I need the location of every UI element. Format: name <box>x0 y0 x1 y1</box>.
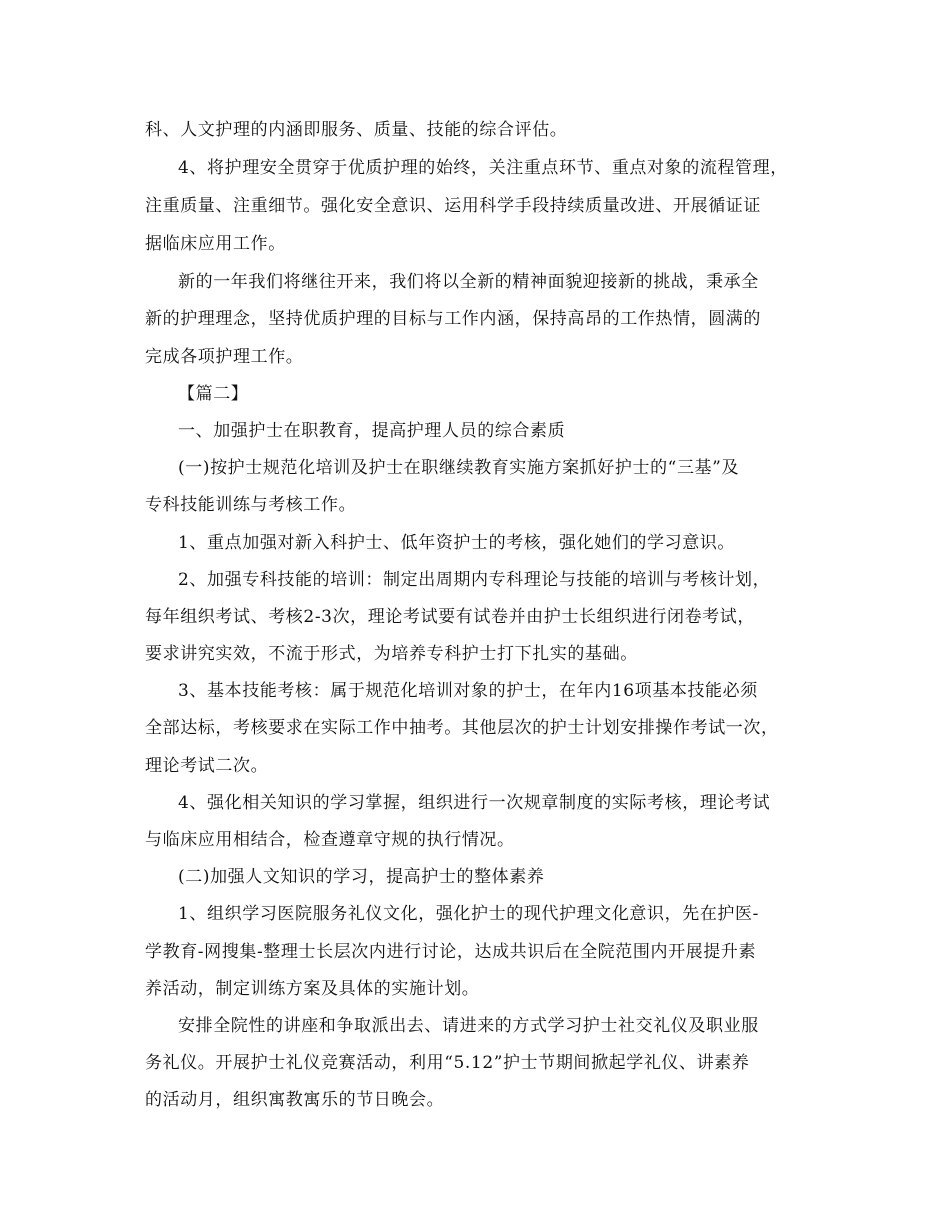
text-line: 科、人文护理的内涵即服务、质量、技能的综合评估。 <box>145 120 568 140</box>
text-line: 4、强化相关知识的学习掌握，组织进行一次规章制度的实际考核，理论考试 <box>178 793 771 813</box>
text-line: 2、加强专科技能的培训：制定出周期内专科理论与技能的培训与考核计划， <box>178 570 771 590</box>
text-line: (二)加强人文知识的学习，提高护士的整体素养 <box>178 867 545 887</box>
section-heading: 【篇二】 <box>178 384 249 404</box>
text-line: 新的一年我们将继往开来，我们将以全新的精神面貌迎接新的挑战，秉承全 <box>178 272 759 292</box>
text-line: 全部达标，考核要求在实际工作中抽考。其他层次的护士计划安排操作考试一次， <box>145 718 779 738</box>
text-line: 1、重点加强对新入科护士、低年资护士的考核，强化她们的学习意识。 <box>178 533 736 553</box>
text-line: 安排全院性的讲座和争取派出去、请进来的方式学习护士社交礼仪及职业服 <box>178 1016 759 1036</box>
text-line: 学教育-网搜集-整理士长层次内进行讨论，达成共识后在全院范围内开展提升素 <box>145 942 757 962</box>
text-line: 1、组织学习医院服务礼仪文化，强化护士的现代护理文化意识，先在护医- <box>178 904 759 924</box>
text-line: 与临床应用相结合，检查遵章守规的执行情况。 <box>145 830 515 850</box>
text-line: 的活动月，组织寓教寓乐的节日晚会。 <box>145 1090 445 1110</box>
text-line: 完成各项护理工作。 <box>145 347 304 367</box>
text-line: 务礼仪。开展护士礼仪竞赛活动，利用“5.12”护士节期间掀起学礼仪、讲素养 <box>145 1053 750 1073</box>
text-line: (一)按护士规范化培训及护士在职继续教育实施方案抓好护士的“三基”及 <box>178 458 740 478</box>
text-line: 新的护理理念，坚持优质护理的目标与工作内涵，保持高昂的工作热情，圆满的 <box>145 309 761 329</box>
text-line: 3、基本技能考核：属于规范化培训对象的护士，在年内16项基本技能必须 <box>178 681 758 701</box>
text-line: 4、将护理安全贯穿于优质护理的始终，关注重点环节、重点对象的流程管理， <box>178 158 788 178</box>
text-line: 一、加强护士在职教育，提高护理人员的综合素质 <box>178 421 566 441</box>
text-line: 要求讲究实效，不流于形式，为培养专科护士打下扎实的基础。 <box>145 644 638 664</box>
text-line: 养活动，制定训练方案及具体的实施计划。 <box>145 979 480 999</box>
text-line: 注重质量、注重细节。强化安全意识、运用科学手段持续质量改进、开展循证证 <box>145 196 761 216</box>
text-line: 每年组织考试、考核2-3次，理论考试要有试卷并由护士长组织进行闭卷考试， <box>145 607 755 627</box>
text-line: 理论考试二次。 <box>145 756 269 776</box>
text-line: 专科技能训练与考核工作。 <box>145 495 357 515</box>
text-line: 据临床应用工作。 <box>145 234 286 254</box>
